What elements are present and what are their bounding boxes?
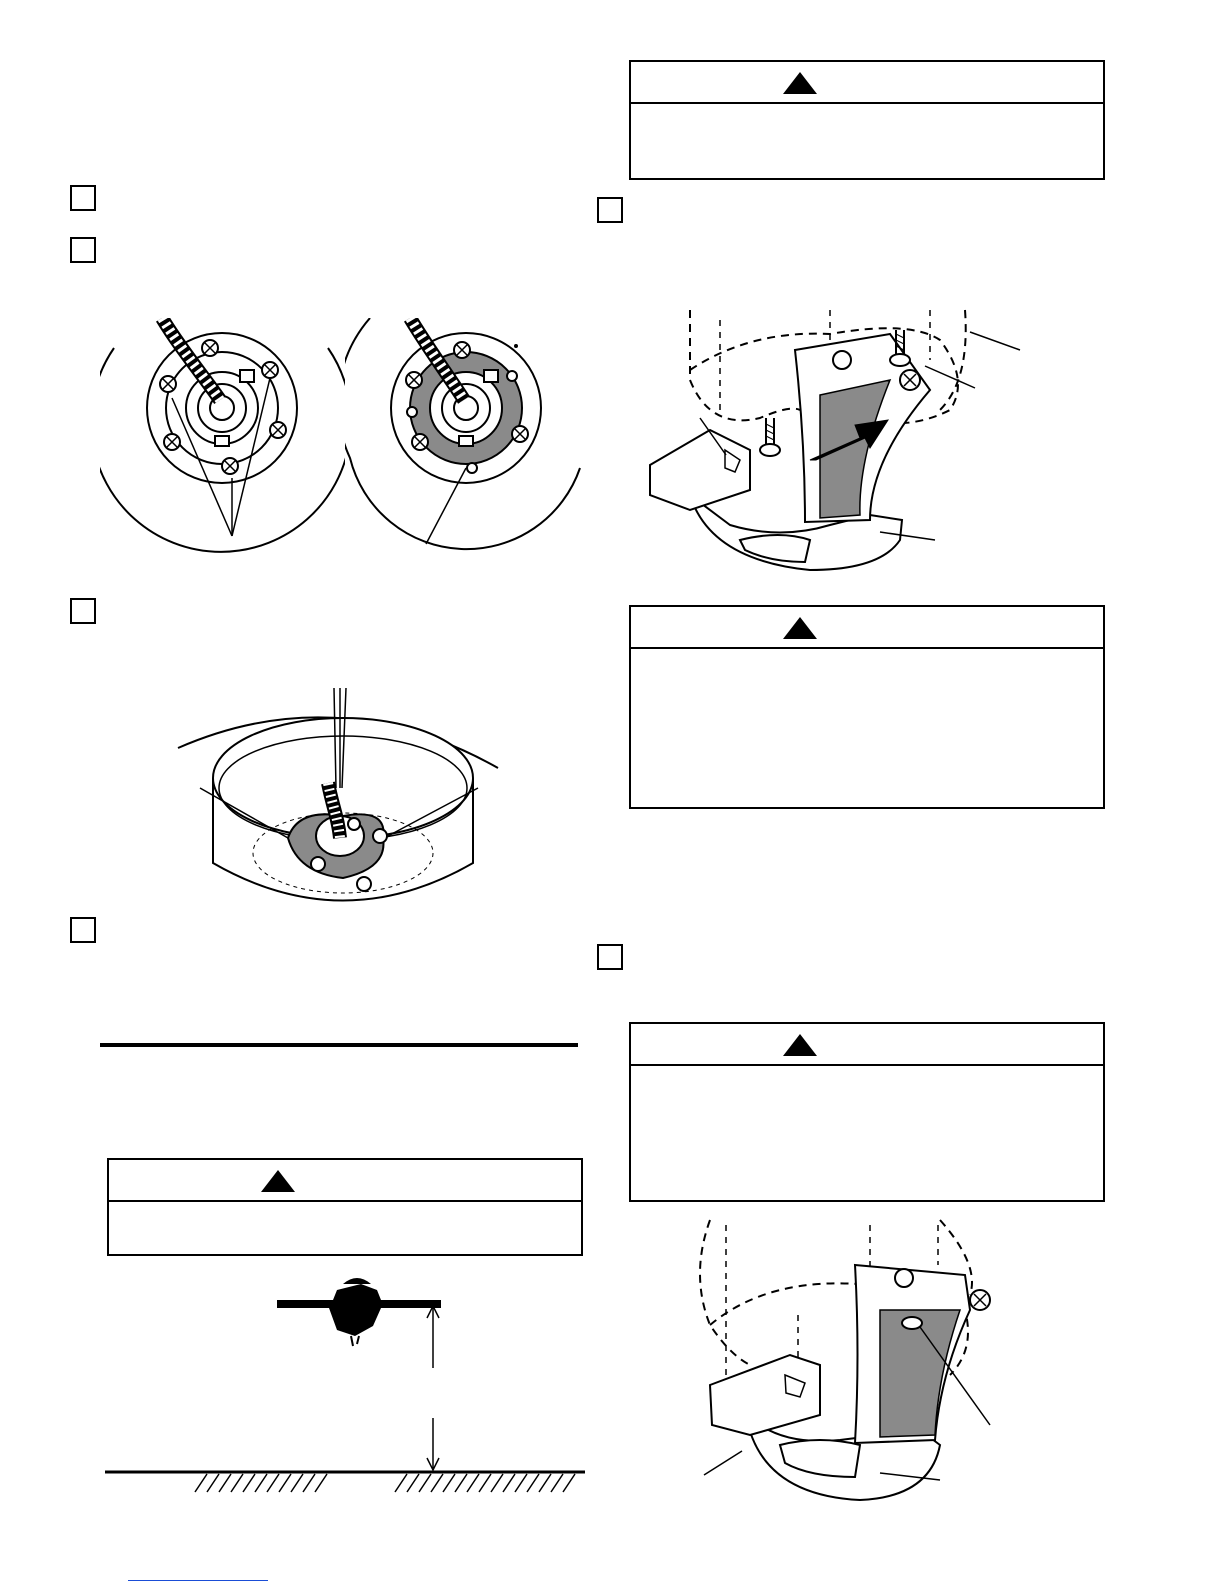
warning-header bbox=[631, 62, 1103, 104]
warning-header bbox=[631, 1024, 1103, 1066]
warning-triangle-icon bbox=[259, 1168, 297, 1194]
mounting-plate-figure bbox=[178, 688, 508, 910]
step-checkbox-5[interactable] bbox=[597, 197, 623, 223]
step-checkbox-4[interactable] bbox=[70, 917, 96, 943]
warning-box-lower bbox=[629, 1022, 1105, 1202]
step-checkbox-6[interactable] bbox=[597, 944, 623, 970]
warning-triangle-icon bbox=[781, 70, 819, 96]
step-checkbox-2[interactable] bbox=[70, 237, 96, 263]
warning-header bbox=[631, 607, 1103, 649]
fan-clearance-figure bbox=[105, 1270, 585, 1500]
canopy-left-view bbox=[91, 318, 351, 552]
footer-link-underline[interactable] bbox=[128, 1580, 268, 1581]
warning-header bbox=[109, 1160, 581, 1202]
warning-triangle-icon bbox=[781, 1032, 819, 1058]
warning-box-top bbox=[629, 60, 1105, 180]
step-checkbox-3[interactable] bbox=[70, 598, 96, 624]
bracket-insertion-figure bbox=[630, 300, 1060, 580]
warning-box-middle bbox=[629, 605, 1105, 809]
warning-box-left bbox=[107, 1158, 583, 1256]
bracket-installed-figure bbox=[690, 1215, 1000, 1500]
canopy-right-view bbox=[338, 318, 580, 549]
warning-triangle-icon bbox=[781, 615, 819, 641]
step-checkbox-1[interactable] bbox=[70, 185, 96, 211]
canopy-mounting-figure bbox=[100, 318, 590, 568]
section-divider bbox=[100, 1043, 578, 1047]
